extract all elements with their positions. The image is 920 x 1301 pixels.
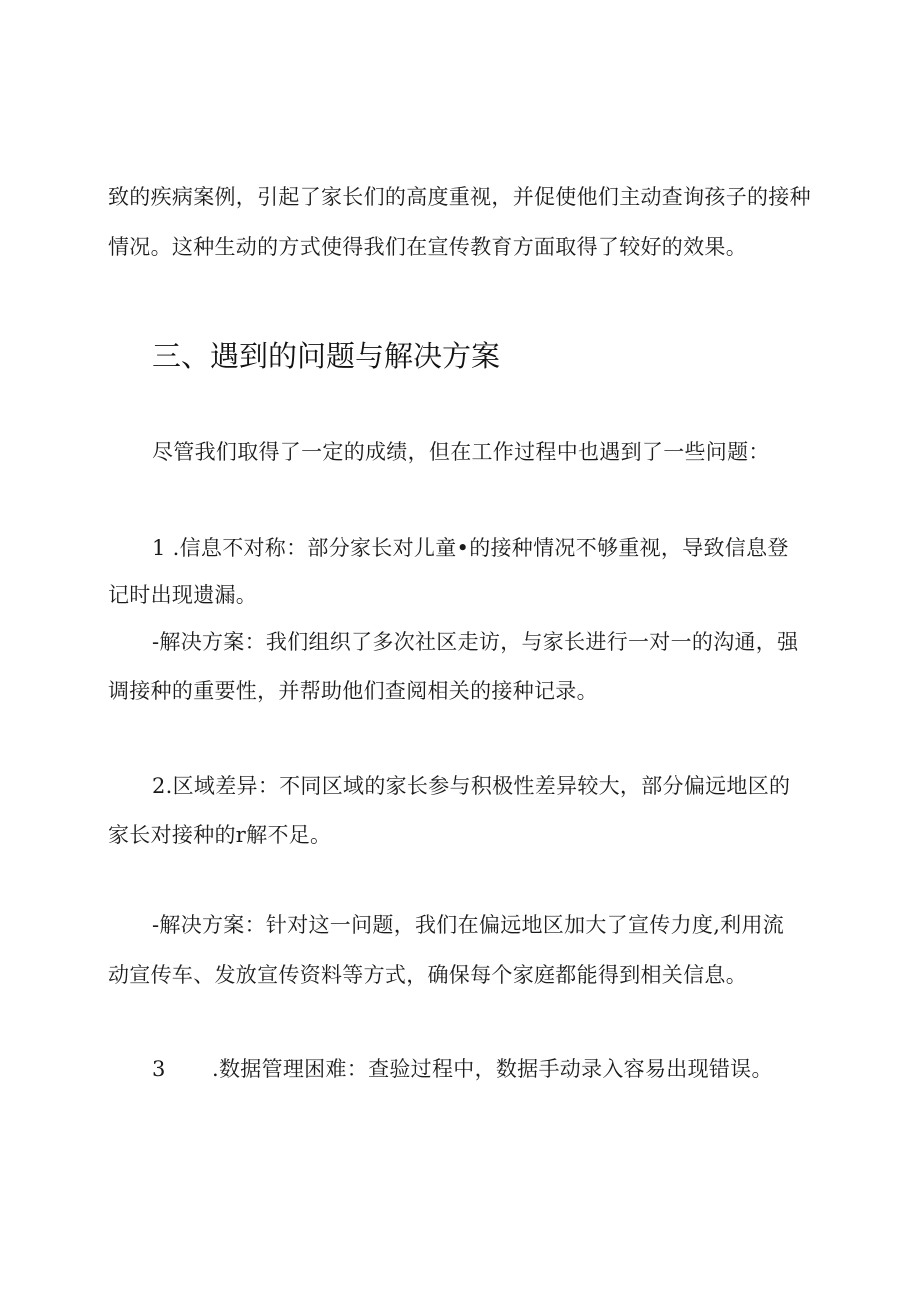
item-1-line-2: 记时出现遗漏。 [108,583,258,607]
section-heading: 三、遇到的问题与解决方案 [152,339,501,373]
item-3-number: 3 [152,1057,166,1081]
item-2-line-1: 2.区域差异：不同区域的家长参与积极性差异较大，部分偏远地区的 [152,774,791,798]
solution-2-line-1: -解决方案：针对这一问题，我们在偏远地区加大了宣传力度,利用流 [152,913,785,937]
paragraph-1-line-1: 致的疾病案例，引起了家长们的高度重视，并促使他们主动查询孩子的接种 [108,185,811,209]
solution-1-line-2: 调接种的重要性，并帮助他们查阅相关的接种记录。 [108,679,598,703]
item-3-text: .数据管理困难：查验过程中，数据手动录入容易出现错误。 [212,1057,773,1081]
solution-1-line-1: -解决方案：我们组织了多次社区走访，与家长进行一对一的沟通，强 [152,630,799,654]
item-1-line-1: 1 .信息不对称：部分家长对儿童•的接种情况不够重视，导致信息登 [152,536,789,560]
solution-2-line-2: 动宣传车、发放宣传资料等方式，确保每个家庭都能得到相关信息。 [108,963,747,987]
paragraph-1-line-2: 情况。这种生动的方式使得我们在宣传教育方面取得了较好的效果。 [108,235,747,259]
intro-paragraph: 尽管我们取得了一定的成绩，但在工作过程中也遇到了一些问题： [152,440,770,464]
item-2-line-2: 家长对接种的r解不足。 [108,823,332,847]
